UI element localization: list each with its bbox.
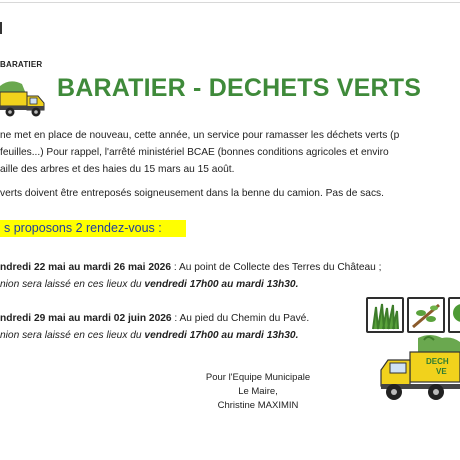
- rendezvous-item-2-note: [0, 330, 298, 341]
- intro-line-3: aille des arbres et des haies du 15 mars au 15 août.: [0, 164, 235, 175]
- rendezvous-heading: s proposons 2 rendez-vous :: [4, 221, 162, 235]
- item-1-place: : Au point de Collecte des Terres du Château ;: [171, 262, 382, 273]
- truck-sign-line-1: DECH: [426, 357, 449, 366]
- intro-line-1: ne met en place de nouveau, cette année, un service pour ramasser les déchets verts (p: [0, 130, 400, 141]
- item-1-dates: ndredi 22 mai au mardi 26 mai 2026: [0, 262, 172, 273]
- item-1-note-prefix: nion sera laissé en ces lieux du: [0, 279, 145, 290]
- page-title: BARATIER - DECHETS VERTS: [57, 74, 422, 102]
- brand-label: BARATIER: [0, 60, 43, 69]
- rendezvous-item-2: [0, 313, 309, 324]
- grass-icon: [366, 297, 404, 333]
- plant-icon: [448, 297, 460, 333]
- item-2-place: : Au pied du Chemin du Pavé.: [171, 313, 310, 324]
- intro-line-4: verts doivent être entreposés soigneusement dans la benne du camion. Pas de sacs.: [0, 188, 384, 199]
- intro-line-2: feuilles...) Pour rappel, l'arrêté ministériel BCAE (bonnes conditions agricoles et enviro: [0, 147, 389, 158]
- signature-line-2: Le Maire,: [238, 386, 278, 397]
- item-2-time-range: vendredi 17h00 au mardi 13h30.: [144, 330, 299, 341]
- branch-icon: [407, 297, 445, 333]
- truck-sign-line-2: VE: [436, 367, 447, 376]
- top-rule: [0, 2, 460, 3]
- edge-mark: [0, 22, 2, 34]
- item-2-note-prefix: nion sera laissé en ces lieux du: [0, 330, 145, 341]
- item-1-time-range: vendredi 17h00 au mardi 13h30.: [144, 279, 299, 290]
- small-truck-icon: [0, 72, 50, 122]
- rendezvous-item-1: [0, 262, 382, 273]
- truck-illustration: [378, 332, 460, 406]
- item-2-dates: ndredi 29 mai au mardi 02 juin 2026: [0, 313, 172, 324]
- rendezvous-item-1-note: [0, 279, 298, 290]
- signature-line-3: Christine MAXIMIN: [217, 400, 299, 411]
- signature-line-1: Pour l'Equipe Municipale: [205, 372, 311, 383]
